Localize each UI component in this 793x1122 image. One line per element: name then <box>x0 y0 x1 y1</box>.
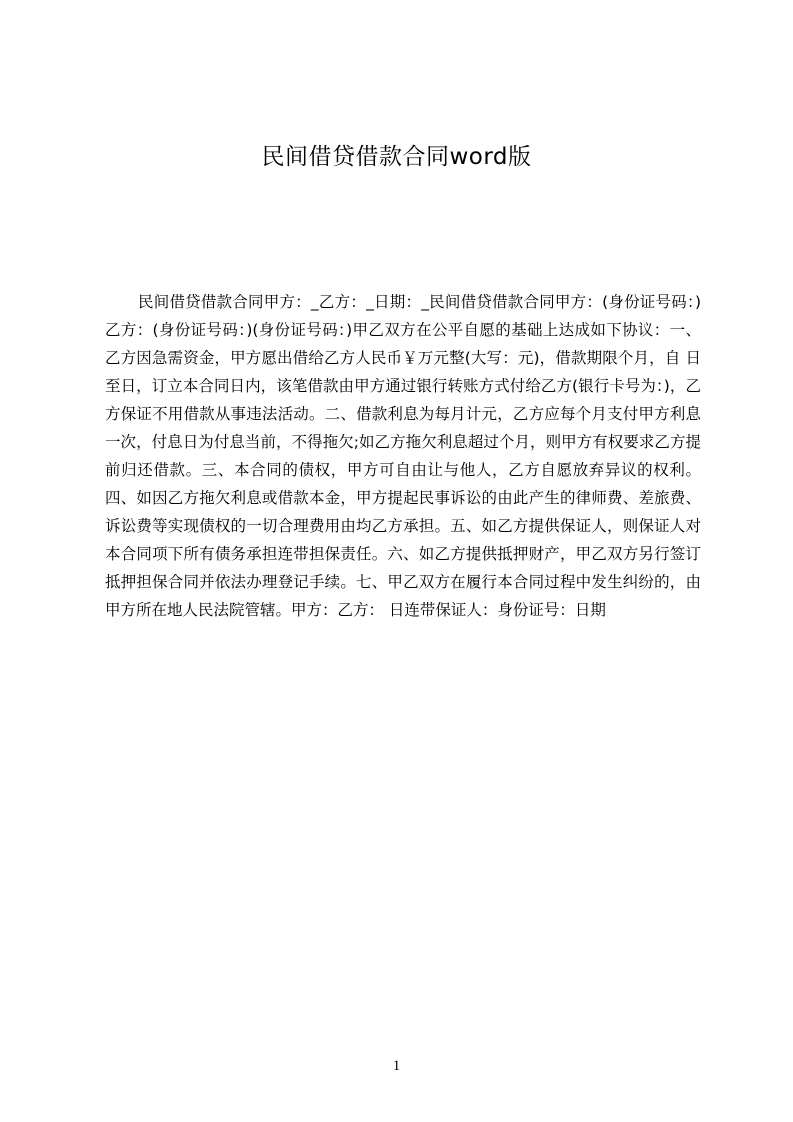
document-body-paragraph: 民间借贷借款合同甲方：_乙方：_日期：_民间借贷借款合同甲方：(身份证号码：)乙方：(身份证号码：)(身份证号码：)甲乙双方在公平自愿的基础上达成如下协议：一、乙方因急需资金，甲方愿出借给乙方人民币￥万元整(大写：元)，借款期限个月，自 日至日，订立本合同日内，该笔借款由甲方通过银行转账方式付给乙方(银行卡号为：)，乙方保证不用借款从事违法活动。二、借款利息为每月计元，乙方应每个月支付甲方利息一次，付息日为付息当前，不得拖欠;如乙方拖欠利息超过个月，则甲方有权要求乙方提前归还借款。三、本合同的债权，甲方可自由让与他人，乙方自愿放弃异议的权利。四、如因乙方拖欠利息或借款本金，甲方提起民事诉讼的由此产生的律师费、差旅费、诉讼费等实现债权的一切合理费用由均乙方承担。五、如乙方提供保证人，则保证人对本合同项下所有债务承担连带担保责任。六、如乙方提供抵押财产，甲乙双方另行签订抵押担保合同并依法办理登记手续。七、甲乙双方在履行本合同过程中发生纠纷的，由甲方所在地人民法院管辖。甲方：乙方： 日连带保证人：身份证号：日期 <box>105 293 701 619</box>
page-number: 1 <box>392 1058 401 1074</box>
document-title: 民间借贷借款合同word版 <box>261 144 532 170</box>
